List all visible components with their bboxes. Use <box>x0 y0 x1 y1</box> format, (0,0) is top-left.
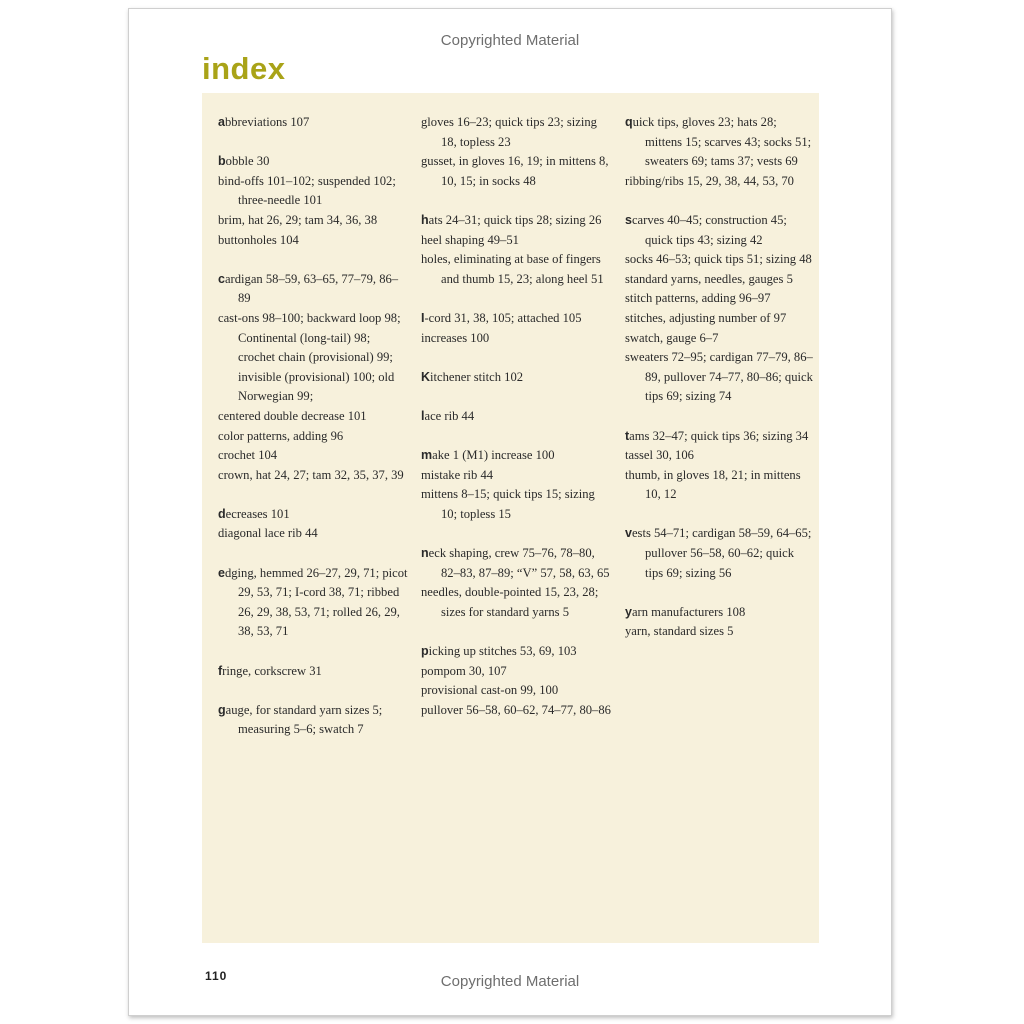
entry-spacer <box>421 191 611 211</box>
index-entry: yarn, standard sizes 5 <box>625 624 734 639</box>
index-entry: increases 100 <box>421 330 490 345</box>
index-entry <box>625 524 815 583</box>
entry-text: bbreviations 107 <box>224 115 310 129</box>
entry-spacer <box>625 505 815 525</box>
index-entry <box>218 152 408 172</box>
entry-spacer <box>421 427 611 447</box>
section-initial-letter: t <box>625 428 630 443</box>
index-entry: needles, double-pointed 15, 23, 28; sizes for standard yarns 5 <box>421 585 599 619</box>
entry-spacer <box>218 250 408 270</box>
entry-spacer <box>218 544 408 564</box>
section-initial-letter: b <box>218 154 226 169</box>
entry-spacer <box>421 387 611 407</box>
section-initial-letter: m <box>421 448 433 463</box>
section-initial-letter: v <box>625 526 632 541</box>
index-entry: diagonal lace rib 44 <box>218 526 318 541</box>
index-entry <box>218 564 408 642</box>
index-entry <box>421 407 611 427</box>
index-entry: holes, eliminating at base of fingers and thumb 15, 23; along heel 51 <box>421 252 604 286</box>
section-initial-letter: e <box>218 565 225 580</box>
index-entry: ribbing/ribs 15, 29, 38, 44, 53, 70 <box>625 173 794 188</box>
page-title: index <box>202 51 286 86</box>
index-entry <box>421 309 611 329</box>
section-initial-letter: l <box>421 408 425 423</box>
index-entry: pullover 56–58, 60–62, 74–77, 80–86 <box>421 702 611 717</box>
index-entry: socks 46–53; quick tips 51; sizing 48 <box>625 252 812 267</box>
section-initial-letter: p <box>421 644 429 659</box>
index-entry: color patterns, adding 96 <box>218 428 344 443</box>
entry-spacer <box>421 622 611 642</box>
section-initial-letter: K <box>421 369 431 384</box>
section-initial-letter: I <box>421 310 425 325</box>
index-entry <box>218 270 408 309</box>
section-initial-letter: c <box>218 271 225 286</box>
entry-spacer <box>421 348 611 368</box>
index-entry: stitch patterns, adding 96–97 <box>625 291 771 306</box>
entry-spacer <box>625 191 815 211</box>
entry-spacer <box>218 133 408 153</box>
section-initial-letter: a <box>218 115 225 129</box>
index-entry <box>218 662 408 682</box>
index-entry: pompom 30, 107 <box>421 663 507 678</box>
index-entry: gusset, in gloves 16, 19; in mittens 8, 10, 15; in socks 48 <box>421 154 609 188</box>
entry-spacer <box>625 407 815 427</box>
copyright-notice-top: Copyrighted Material <box>440 32 580 49</box>
section-initial-letter: q <box>625 115 633 129</box>
index-entry: cast-ons 98–100; backward loop 98; Continental (long-tail) 98; crochet chain (provisional) 99; invisible (provisional) 100; old Norwegian 99; <box>218 310 401 404</box>
entry-text: ake 1 (M1) increase 100 <box>432 448 555 463</box>
entry-spacer <box>218 681 408 701</box>
entry-text: ace rib 44 <box>424 408 475 423</box>
entry-text: itchener stitch 102 <box>430 369 524 384</box>
index-entry <box>421 211 611 231</box>
entry-text: ringe, corkscrew 31 <box>222 663 322 678</box>
entry-text: -cord 31, 38, 105; attached 105 <box>424 310 582 325</box>
entry-text: ardigan 58–59, 63–65, 77–79, 86–89 <box>224 271 399 306</box>
index-entry <box>218 505 408 525</box>
index-entry: crochet 104 <box>218 448 278 463</box>
entry-text: dging, hemmed 26–27, 29, 71; picot 29, 53, 71; I-cord 38, 71; ribbed 26, 29, 38, 53, 71; rolled 26, 29, 38, 53, 71 <box>224 565 408 639</box>
index-entry: stitches, adjusting number of 97 <box>625 310 787 325</box>
entry-text: uick tips, gloves 23; hats 28; mittens 15; scarves 43; socks 51; sweaters 69; tams 37; vests 69 <box>632 115 812 169</box>
entry-spacer <box>421 524 611 544</box>
index-entry: tassel 30, 106 <box>625 448 694 463</box>
section-initial-letter: f <box>218 663 223 678</box>
index-entry <box>421 544 611 583</box>
section-initial-letter: d <box>218 506 226 521</box>
index-entry <box>421 642 611 662</box>
index-entry: mittens 8–15; quick tips 15; sizing 10; topless 15 <box>421 487 595 521</box>
entry-text: carves 40–45; construction 45; quick tips 43; sizing 42 <box>631 212 787 247</box>
index-entry: brim, hat 26, 29; tam 34, 36, 38 <box>218 212 378 227</box>
entry-text: obble 30 <box>225 154 270 169</box>
book-page <box>128 8 892 1016</box>
index-entry: mistake rib 44 <box>421 467 494 482</box>
index-entry <box>625 603 815 623</box>
index-entry <box>218 113 408 133</box>
index-entry: sweaters 72–95; cardigan 77–79, 86–89, pullover 74–77, 80–86; quick tips 69; sizing 74 <box>625 350 813 404</box>
entry-text: ecreases 101 <box>225 506 290 521</box>
index-entry: crown, hat 24, 27; tam 32, 35, 37, 39 <box>218 467 404 482</box>
section-initial-letter: y <box>625 604 632 619</box>
section-initial-letter: s <box>625 212 632 227</box>
entry-text: icking up stitches 53, 69, 103 <box>428 644 577 659</box>
section-initial-letter: n <box>421 546 429 561</box>
entry-spacer <box>218 642 408 662</box>
index-column-2 <box>421 113 611 720</box>
index-entry: bind-offs 101–102; suspended 102; three-needle 101 <box>218 173 396 208</box>
index-entry: heel shaping 49–51 <box>421 232 519 247</box>
entry-spacer <box>625 583 815 603</box>
index-entry: swatch, gauge 6–7 <box>625 330 719 345</box>
entry-text: arn manufacturers 108 <box>631 604 746 619</box>
entry-text: auge, for standard yarn sizes 5; measuring 5–6; swatch 7 <box>225 702 383 737</box>
index-entry: centered double decrease 101 <box>218 408 367 423</box>
entry-spacer <box>218 485 408 505</box>
section-initial-letter: g <box>218 702 226 717</box>
page-number: 110 <box>205 969 228 983</box>
entry-spacer <box>421 289 611 309</box>
index-entry <box>625 211 815 250</box>
index-column-3 <box>625 113 815 642</box>
section-initial-letter: h <box>421 212 429 227</box>
index-entry: standard yarns, needles, gauges 5 <box>625 271 793 286</box>
index-entry <box>218 701 408 740</box>
index-entry: thumb, in gloves 18, 21; in mittens 10, 12 <box>625 467 801 502</box>
entry-text: ests 54–71; cardigan 58–59, 64–65; pullover 56–58, 60–62; quick tips 69; sizing 56 <box>631 526 812 580</box>
entry-text: eck shaping, crew 75–76, 78–80, 82–83, 87–89; “V” 57, 58, 63, 65 <box>428 546 610 580</box>
index-column-1 <box>218 113 408 740</box>
index-entry: gloves 16–23; quick tips 23; sizing 18, topless 23 <box>421 115 597 149</box>
index-entry: provisional cast-on 99, 100 <box>421 683 559 698</box>
index-entry <box>421 446 611 466</box>
index-entry <box>625 113 815 172</box>
entry-text: ams 32–47; quick tips 36; sizing 34 <box>629 428 809 443</box>
entry-text: ats 24–31; quick tips 28; sizing 26 <box>428 212 602 227</box>
index-entry: buttonholes 104 <box>218 232 299 247</box>
index-entry <box>625 427 815 447</box>
copyright-notice-bottom: Copyrighted Material <box>440 973 580 990</box>
index-entry <box>421 368 611 388</box>
